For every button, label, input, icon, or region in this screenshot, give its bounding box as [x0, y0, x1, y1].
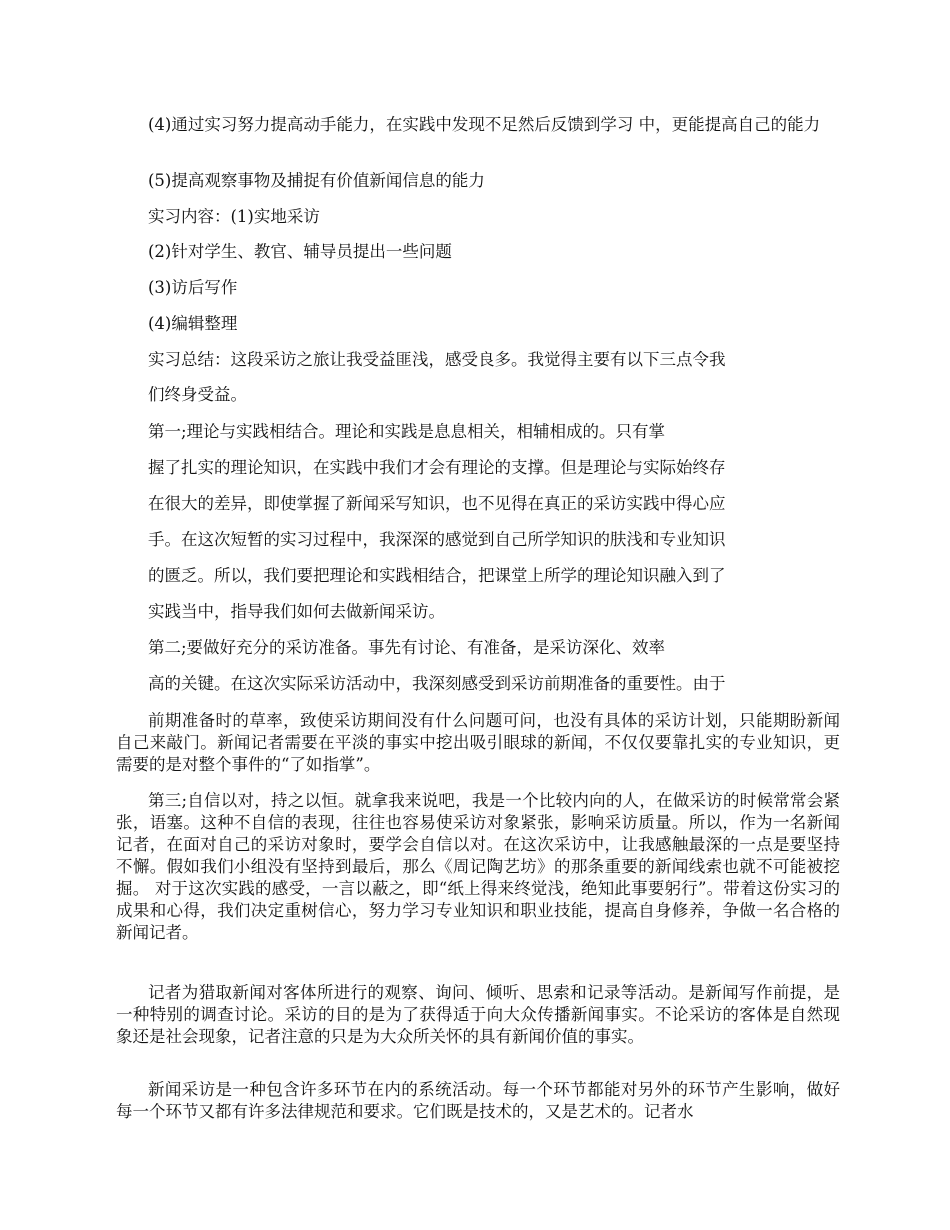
line-goal-5: (5)提高观察事物及捕捉有价值新闻信息的能力	[148, 171, 485, 190]
line-first-3: 在很大的差异，即使掌握了新闻采写知识，也不见得在真正的采访实践中得心应	[148, 494, 726, 513]
line-first-4: 手。在这次短暂的实习过程中，我深深的感觉到自己所学知识的肤浅和专业知识	[148, 530, 726, 549]
paragraph-prep: 前期准备时的草率，致使采访期间没有什么问题可问，也没有具体的采访计划，只能期盼新闻自己来敲门。新闻记者需要在平淡的事实中挖出吸引眼球的新闻，不仅仅要靠扎实的专业知识，更需要的是对整个事件的“了如指掌”。	[116, 711, 840, 774]
line-second-1: 第二;要做好充分的采访准备。事先有讨论、有准备，是采访深化、效率	[148, 638, 666, 657]
line-first-2: 握了扎实的理论知识，在实践中我们才会有理论的支撑。但是理论与实际始终存	[148, 458, 726, 477]
paragraph-third: 第三;自信以对，持之以恒。就拿我来说吧，我是一个比较内向的人，在做采访的时候常常会紧张，语塞。这种不自信的表现，往往也容易使采访对象紧张，影响采访质量。所以，作为一名新闻记者，在面对自己的采访对象时，要学会自信以对。在这次采访中，让我感触最深的一点是要坚持不懈。假如我们小组没有坚持到最后，那么《周记陶艺坊》的那条重要的新闻线索也就不可能被挖掘。 对于这次实践的感受，一言以蔽之，即“纸上得来终觉浅，绝知此事要躬行”。带着这份实习的成果和心得，我们决定重树信心，努力学习专业知识和职业技能，提高自身修养，争做一名合格的新闻记者。	[116, 791, 840, 942]
line-content-1: 实习内容：(1)实地采访	[148, 207, 320, 226]
line-content-2: (2)针对学生、教官、辅导员提出一些问题	[148, 242, 452, 261]
paragraph-system: 新闻采访是一种包含许多环节在内的系统活动。每一个环节都能对另外的环节产生影响，做好每一个环节又都有许多法律规范和要求。它们既是技术的，又是艺术的。记者水	[116, 1080, 840, 1121]
line-summary-1: 实习总结：这段采访之旅让我受益匪浅，感受良多。我觉得主要有以下三点令我	[148, 350, 726, 369]
line-first-1: 第一;理论与实践相结合。理论和实践是息息相关，相辅相成的。只有掌	[148, 422, 666, 441]
line-content-3: (3)访后写作	[148, 278, 238, 297]
line-summary-2: 们终身受益。	[148, 385, 247, 404]
line-first-5: 的匮乏。所以，我们要把理论和实践相结合，把课堂上所学的理论知识融入到了	[148, 566, 726, 585]
paragraph-goal-4: (4)通过实习努力提高动手能力，在实践中发现不足然后反馈到学习 中，更能提高自己的能力	[148, 115, 821, 134]
line-first-6: 实践当中，指导我们如何去做新闻采访。	[148, 602, 445, 621]
line-second-2: 高的关键。在这次实际采访活动中，我深刻感受到采访前期准备的重要性。由于	[148, 674, 726, 693]
line-content-4: (4)编辑整理	[148, 314, 238, 333]
paragraph-reporter: 记者为猎取新闻对客体所进行的观察、询问、倾听、思索和记录等活动。是新闻写作前提，是一种特别的调查讨论。采访的目的是为了获得适于向大众传播新闻事实。不论采访的客体是自然现象还是社会现象，记者注意的只是为大众所关怀的具有新闻价值的事实。	[116, 983, 840, 1046]
